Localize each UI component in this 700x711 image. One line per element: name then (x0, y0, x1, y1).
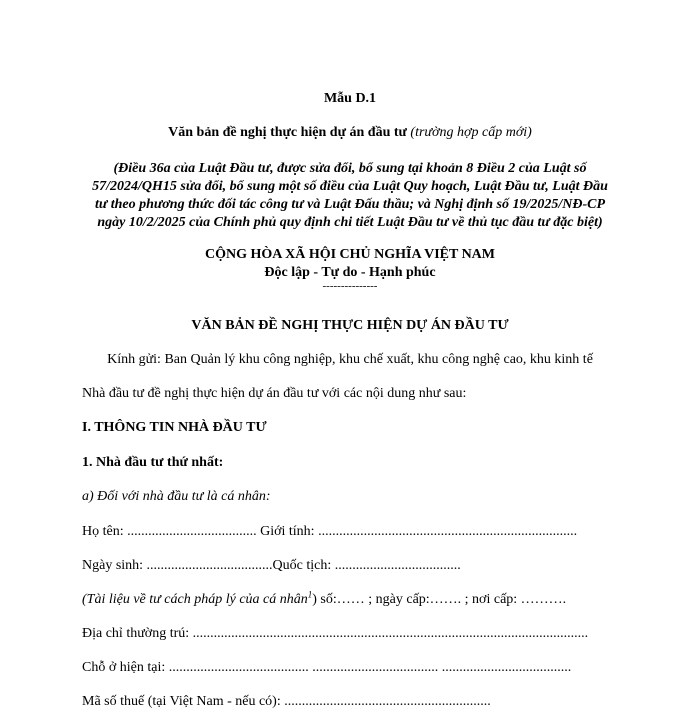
legal-document-label: (Tài liệu về tư cách pháp lý của cá nhân (82, 592, 308, 607)
individual-investor-heading: a) Đối với nhà đầu tư là cá nhân: (82, 489, 271, 504)
legal-basis-line-3: tư theo phương thức đối tác công tư và Luật Đấu thầu; và Nghị định số 19/2025/NĐ-CP (94, 197, 606, 212)
national-title: CỘNG HÒA XÃ HỘI CHỦ NGHĨA VIỆT NAM (204, 247, 495, 262)
field-permanent-address: Địa chỉ thường trú: ................................................................................................................. (82, 626, 589, 641)
footnote-marker: 1 (307, 589, 313, 600)
document-title-main: Văn bản đề nghị thực hiện dự án đầu tư (168, 125, 407, 140)
document-title-case: (trường hợp cấp mới) (410, 125, 532, 140)
legal-document-details: ) số:…… ; ngày cấp:……. ; nơi cấp: ………. (312, 592, 567, 607)
section-investor-info: I. THÔNG TIN NHÀ ĐẦU TƯ (82, 420, 267, 435)
legal-basis-line-4: ngày 10/2/2025 của Chính phủ quy định chi tiết Luật Đầu tư về thủ tục đầu tư đặc biệt) (97, 215, 603, 230)
national-motto: Độc lập - Tự do - Hạnh phúc (264, 265, 436, 280)
document-title (0, 124, 700, 142)
legal-basis-line-2: 57/2024/QH15 sửa đổi, bổ sung một số điều của Luật Quy hoạch, Luật Đầu tư, Luật Đầu (92, 179, 608, 194)
intro-text: Nhà đầu tư đề nghị thực hiện dự án đầu tư với các nội dung như sau: (82, 386, 467, 401)
field-name-gender: Họ tên: ..................................... Giới tính: .......................................................................... (82, 524, 578, 539)
field-dob-nationality: Ngày sinh: ....................................Quốc tịch: .................................... (82, 558, 461, 573)
legal-basis-line-1: (Điều 36a của Luật Đầu tư, được sửa đổi, bổ sung tại khoản 8 Điều 2 của Luật số (113, 161, 587, 176)
first-investor-heading: 1. Nhà đầu tư thứ nhất: (82, 455, 224, 470)
motto-rule: --------------- (322, 280, 378, 292)
field-tax-code: Mã số thuế (tại Việt Nam - nếu có): ........................................................... (82, 694, 491, 709)
field-current-address: Chỗ ở hiện tại: ........................................ .................................... ..................................... (82, 660, 572, 675)
form-code: Mẫu D.1 (323, 91, 377, 106)
document-heading: VĂN BẢN ĐỀ NGHỊ THỰC HIỆN DỰ ÁN ĐẦU TƯ (191, 318, 509, 333)
addressee: Kính gửi: Ban Quản lý khu công nghiệp, khu chế xuất, khu công nghệ cao, khu kinh tế (107, 352, 593, 367)
field-legal-document (82, 591, 566, 609)
